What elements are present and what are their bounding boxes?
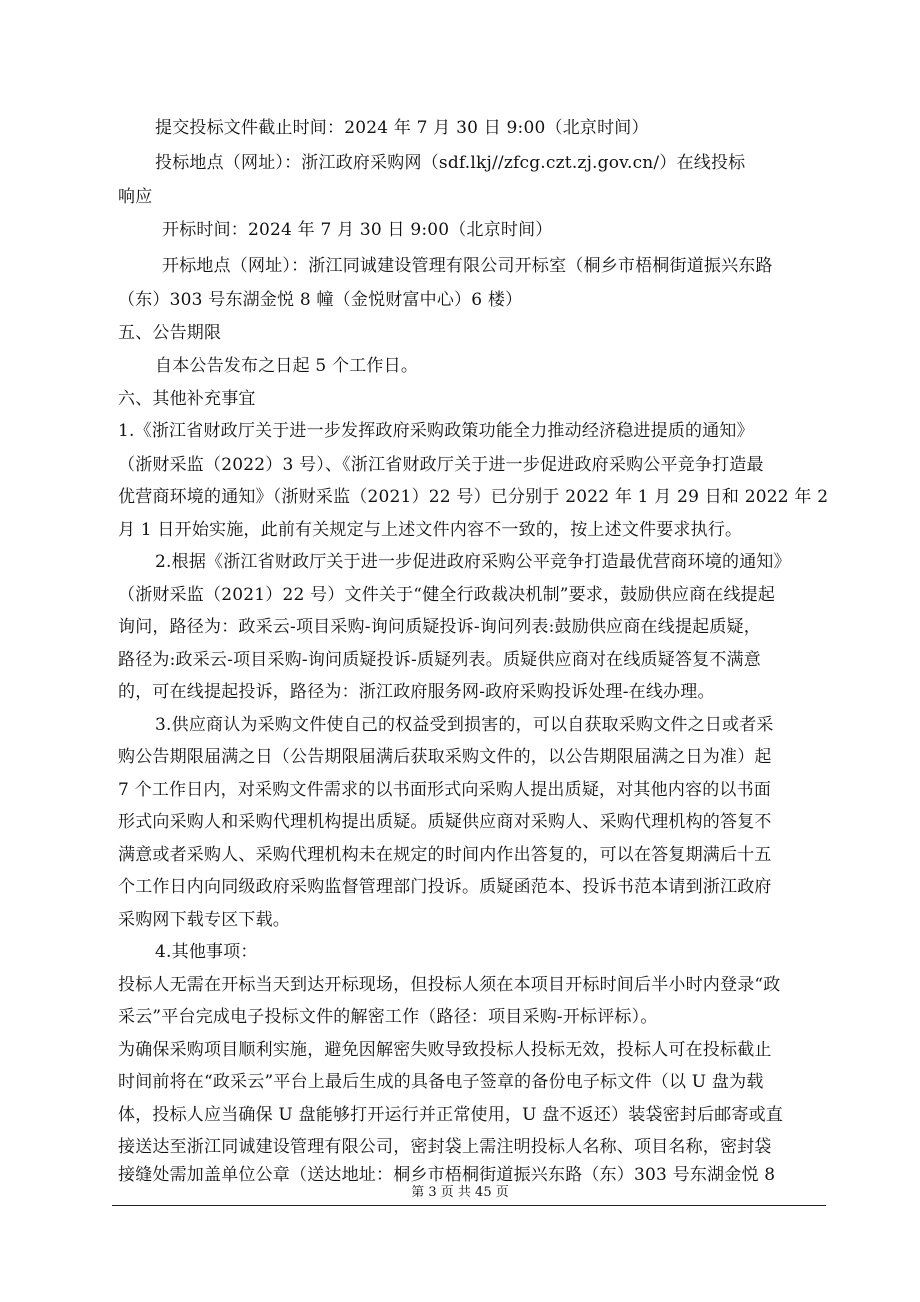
text-line: 4.其他事项： (155, 942, 258, 962)
text-line: 为确保采购项目顺利实施，避免因解密失败导致投标人投标无效，投标人可在投标截止 (118, 1040, 772, 1060)
text-line: 路径为:政采云-项目采购-询问质疑投诉-质疑列表。质疑供应商对在线质疑答复不满意 (118, 650, 761, 670)
text-line: （浙财采监（2021）22 号）文件关于“健全行政裁决机制”要求，鼓励供应商在线提起 (118, 585, 776, 605)
text-line: 满意或者采购人、采购代理机构未在规定的时间内作出答复的，可以在答复期满后十五 (118, 845, 772, 865)
text-line: 接缝处需加盖单位公章（送达地址：桐乡市梧桐街道振兴东路（东）303 号东湖金悦 8 (118, 1165, 776, 1185)
text-line: 采云”平台完成电子投标文件的解密工作（路径：项目采购-开标评标）。 (118, 1007, 658, 1027)
section-heading: 六、其他补充事宜 (118, 389, 256, 409)
text-line: 购公告期限届满之日（公告期限届满后获取采购文件的，以公告期限届满之日为准）起 (118, 747, 772, 767)
text-line: 时间前将在“政采云”平台上最后生成的具备电子签章的备份电子标文件（以 U 盘为载 (118, 1072, 764, 1092)
text-line: 开标时间：2024 年 7 月 30 日 9:00（北京时间） (162, 220, 553, 240)
text-line: 1.《浙江省财政厅关于进一步发挥政府采购政策功能全力推动经济稳进提质的通知》 (118, 421, 754, 441)
text-line: 3.供应商认为采购文件使自己的权益受到损害的，可以自获取采购文件之日或者采 (155, 715, 774, 735)
text-line: （东）303 号东湖金悦 8 幢（金悦财富中心）6 楼） (118, 290, 523, 310)
text-line: 优营商环境的通知》（浙财采监（2021）22 号）已分别于 2022 年 1 月 29 日和 2022 年 2 (118, 487, 829, 507)
page-number: 第 3 页 共 45 页 (411, 1185, 509, 1200)
text-line: 的，可在线提起投诉，路径为：浙江政府服务网-政府采购投诉处理-在线办理。 (118, 682, 715, 702)
text-line: 响应 (118, 187, 153, 207)
text-line: 自本公告发布之日起 5 个工作日。 (155, 356, 419, 376)
text-line: （浙财采监（2022）3 号）、《浙江省财政厅关于进一步促进政府采购公平竞争打造最 (118, 455, 764, 475)
text-line: 采购网下载专区下载。 (118, 910, 290, 930)
footer-divider (112, 1205, 826, 1206)
text-line: 月 1 日开始实施，此前有关规定与上述文件内容不一致的，按上述文件要求执行。 (118, 520, 743, 540)
text-line: 投标地点（网址）：浙江政府采购网（sdf.lkj//zfcg.czt.zj.gov.cn/）在线投标 (155, 153, 746, 173)
text-line: 7 个工作日内，对采购文件需求的以书面形式向采购人提出质疑，对其他内容的以书面 (118, 780, 772, 800)
text-line: 提交投标文件截止时间：2024 年 7 月 30 日 9:00（北京时间） (155, 118, 649, 138)
text-line: 接送达至浙江同诚建设管理有限公司，密封袋上需注明投标人名称、项目名称，密封袋 (118, 1137, 772, 1157)
text-line: 形式向采购人和采购代理机构提出质疑。质疑供应商对采购人、采购代理机构的答复不 (118, 812, 772, 832)
text-line: 个工作日内向同级政府采购监督管理部门投诉。质疑函范本、投诉书范本请到浙江政府 (118, 877, 772, 897)
section-heading: 五、公告期限 (118, 323, 222, 343)
text-line: 2.根据《浙江省财政厅关于进一步促进政府采购公平竞争打造最优营商环境的通知》 (155, 552, 791, 572)
text-line: 体，投标人应当确保 U 盘能够打开运行并正常使用，U 盘不返还）装袋密封后邮寄或直 (118, 1105, 784, 1125)
text-line: 投标人无需在开标当天到达开标现场，但投标人须在本项目开标时间后半小时内登录“政 (118, 975, 781, 995)
text-line: 询问，路径为：政采云-项目采购-询问质疑投诉-询问列表:鼓励供应商在线提起质疑， (118, 617, 761, 637)
text-line: 开标地点（网址）：浙江同诚建设管理有限公司开标室（桐乡市梧桐街道振兴东路 (162, 256, 773, 276)
